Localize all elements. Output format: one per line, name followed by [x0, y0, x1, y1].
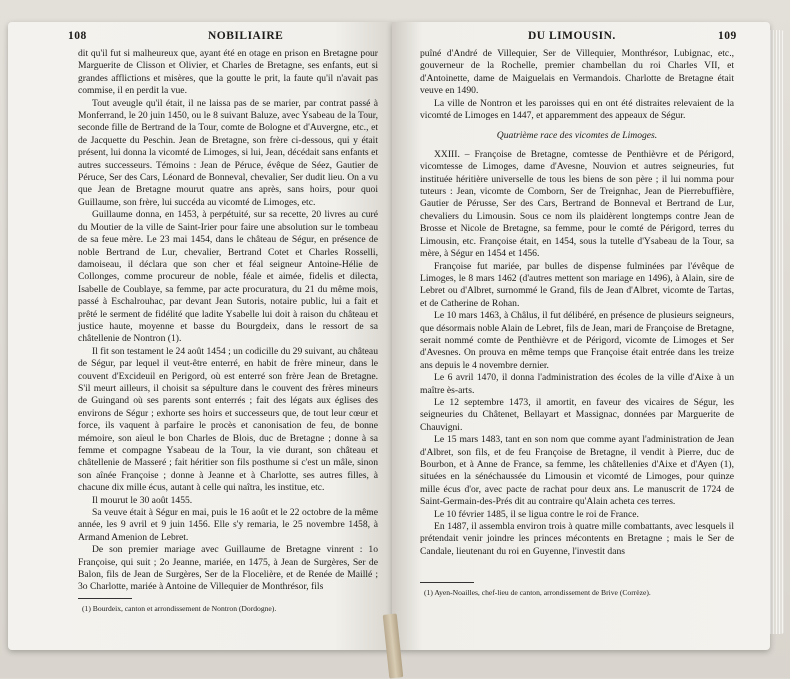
left-running-title: NOBILIAIRE	[208, 30, 284, 42]
paragraph: De son premier mariage avec Guillaume de Bretagne vinrent : 1o Françoise, qui suit ; 2o Jeanne, mariée, en 1475, à Jean de Surgères, Ser de Balon, fils de Jean de Surgères, Ser de la Flocelière, et de Renée de Maillé ; 3o Charlotte, mariée à Antoine de Villequier de Monthrésor, fils	[78, 544, 378, 593]
left-footnote: (1) Bourdeix, canton et arrondissement de Nontron (Dordogne).	[82, 604, 277, 613]
footnote-rule	[78, 598, 132, 599]
left-page-body	[78, 48, 378, 594]
paragraph: dit qu'il fut si malheureux que, ayant été en otage en prison en Bretagne pour Marguerite de Clisson et Olivier, et Charles de Bretagne, ses enfants, eut si grandes afflictions et misères, que la goutte le prit, la faute qu'il n'avait pas commise, il en perdit la vue.	[78, 48, 378, 97]
paragraph: Françoise fut mariée, par bulles de dispense fulminées par l'évêque de Limoges, le 8 mars 1462 (d'autres mettent son mariage en 1496), à Alain, sire de Lebret ou d'Albret, surnommé le Grand, fils de Jean d'Albret, vicomte de Tartas, et de Catherine de Rohan.	[420, 260, 734, 309]
right-running-title: DU LIMOUSIN.	[528, 30, 616, 42]
paragraph: Le 10 mars 1463, à Châlus, il fut délibéré, en présence de plusieurs seigneurs, que désormais noble Alain de Lebret, fils de Jean, mari de Françoise de Bretagne, serait nommé comte de Penthièvre et de Périgord, vicomte de Limoges et Ser d'Avesnes. On prouva en même temps que Françoise était entrée dans les treize ans depuis le 4 novembre dernier.	[420, 310, 734, 371]
paragraph: Le 15 mars 1483, tant en son nom que comme ayant l'administration de Jean d'Albret, son fils, et de feu Françoise de Bretagne, il vendit à Pierre, duc de Bourbon, et à Anne de France, sa femme, les châtellenies d'Aixe et d'Ayen (1), situées en la sénéchaussée du Limousin et vicomté de Limoges, pour quinze mille écus d'or, avec pacte de rachat pour deux ans. Le manuscrit de 1724 de Saint-Germain-des-Prés dit au contraire qu'Alain acheta ces terres.	[420, 434, 734, 508]
paragraph: XXIII. – Françoise de Bretagne, comtesse de Penthièvre et de Périgord, vicomtesse de Limoges, dame d'Avesne, Nouvion et autres seigneuries, fut instituée héritière universelle de tous les biens de son père ; il lui nomma pour tuteurs : Jean, vicomte de Comborn, Ser de Treignhac, Jean de Pierrebuffière, Gautier de Pérusse, Ser des Cars, Bertrand de Bonneval et Bertrand de Lur, chevaliers du Limousin. Sous ce nom ils plaidèrent longtemps contre Jean de Brosse et Nicole de Bretagne, sa femme, pour le comté de Périgord, terres du Limousin, etc. Françoise était, en 1454, sous la tutelle d'Ysabeau de la Tour, sa mère, à Ségur en 1454 et 1456.	[420, 148, 734, 260]
paragraph: Le 12 septembre 1473, il amortit, en faveur des vicaires de Ségur, les seigneuries du Châtenet, Bellayart et Massignac, données par Marguerite de Chauvigni.	[420, 396, 734, 433]
right-page	[392, 22, 770, 650]
left-page	[8, 22, 392, 650]
paragraph: Sa veuve était à Ségur en mai, puis le 16 août et le 22 octobre de la même année, les 9 avril et 9 juin 1456. Elle s'y remaria, le 25 novembre 1458, à Armand Amenion de Lebret.	[78, 507, 378, 543]
paragraph: Guillaume donna, en 1453, à perpétuité, sur sa recette, 20 livres au curé du Moutier de la ville de Saint-Irier pour faire une absolution sur le tombeau de sa feue mère. Le 23 mai 1454, dans le château de Ségur, en présence de noble Bertrand de Lur, chevalier, Bertrand Cotet et Charles Rosselli, damoiseau, il déclara que son cher et féal seigneur Antoine-Hélie de Collonges, comme procureur de noble, féale et aimée, fidelis et dilecta, Isabelle de Coublaye, sa femme, par acte procuratura, du 21 du même mois, passé à Eschalrouhac, par devant Jean Sutoris, notaire public, lui a fait et prêté le serment de fidélité que ladite Ysabelle lui doit à raison du château et justice haute, moyenne et basse du Bourgdeix, dans le ressort de sa châtellenie de Nontron (1).	[78, 209, 378, 345]
paragraph: Le 6 avril 1470, il donna l'administration des écoles de la ville d'Aixe à un maître ès-arts.	[420, 372, 734, 396]
left-page-number: 108	[68, 30, 87, 42]
paragraph: Il fit son testament le 24 août 1454 ; un codicille du 29 suivant, au château de Ségur, par lequel il veut-être enterré, en habit de frère mineur, dans le couvent d'Excideuil en Perigord, où est enterré son frère Jean de Bretagne. S'il meurt ailleurs, il choisit sa sépulture dans le couvent des frères mineurs de Guingand où ses parents sont enterrés ; fait des légats aux églises des environs de Ségur ; exhorte ses hoirs et successeurs que, de tout leur cœur et force, ils vaquent à parfaire le procès et canonisation de feu, de bonne mémoire, son aïeul le bon Charles de Blois, duc de Bretagne ; donne à sa femme et compagne Ysabeau de la Tour, la vie durant, son château et châtellenie de Masseré ; fait héritier son fils posthume si c'est un mâle, sinon son aînée Françoise ; donne à Jeanne et à Charlotte, ses autres filles, à chacune dix mille écus, autant à celle qui naîtra, les institue, etc.	[78, 345, 378, 494]
paragraph: En 1487, il assembla environ trois à quatre mille combattants, avec lesquels il prétendait venir joindre les princes mécontents en Bretagne ; mais le Ser de Candale, lieutenant du roi en Guyenne, l'investit dans	[420, 521, 734, 557]
right-footnote: (1) Ayen-Noailles, chef-lieu de canton, arrondissement de Brive (Corrèze).	[424, 588, 651, 597]
paragraph: Tout aveugle qu'il était, il ne laissa pas de se marier, par contrat passé à Monferrand, le 20 juin 1450, ou le 8 suivant Baluze, avec Ysabeau de la Tour, seconde fille de Bertrand de la Tour, comte de Bologne et d'Auvergne, etc., et de Jacquette du Peschin. Jean de Bretagne, son frère ci-dessous, qui y était présent, lui donna la vicomté de Limoges, si lui, Jean, décédait sans enfants et autres successeurs. Témoins : Jean de Péruce, évêque de Séez, Gautier de Péruce, Ser des Cars, Léonard de Bonneval, chevalier, Ser dudit lieu. On a vu que Jean de Bretagne mourut quatre ans après, sans hoirs, pour quoi Guillaume, son frère, lui succéda au vicomté de Limoges, etc.	[78, 97, 378, 208]
paragraph: La ville de Nontron et les paroisses qui en ont été distraites relevaient de la vicomté de Limoges en 1447, et apparemment des appeaux de Ségur.	[420, 97, 734, 122]
section-heading: Quatrième race des vicomtes de Limoges.	[496, 130, 658, 142]
paragraph: Il mourut le 30 août 1455.	[92, 494, 193, 506]
right-page-number: 109	[718, 30, 737, 42]
paragraph: Le 10 février 1485, il se ligua contre le roi de France.	[434, 508, 639, 520]
footnote-rule	[420, 582, 474, 583]
page-edges	[770, 30, 784, 634]
paragraph: puîné d'André de Villequier, Ser de Villequier, Monthrésor, Lubignac, etc., gouverneur de la Rochelle, premier chambellan du roi Charles VII, et d'Antoinette, dame de Maiguelais en Vermandois. Charlotte de Bretagne était veuve en 1490.	[420, 48, 734, 97]
right-page-body	[420, 48, 734, 558]
